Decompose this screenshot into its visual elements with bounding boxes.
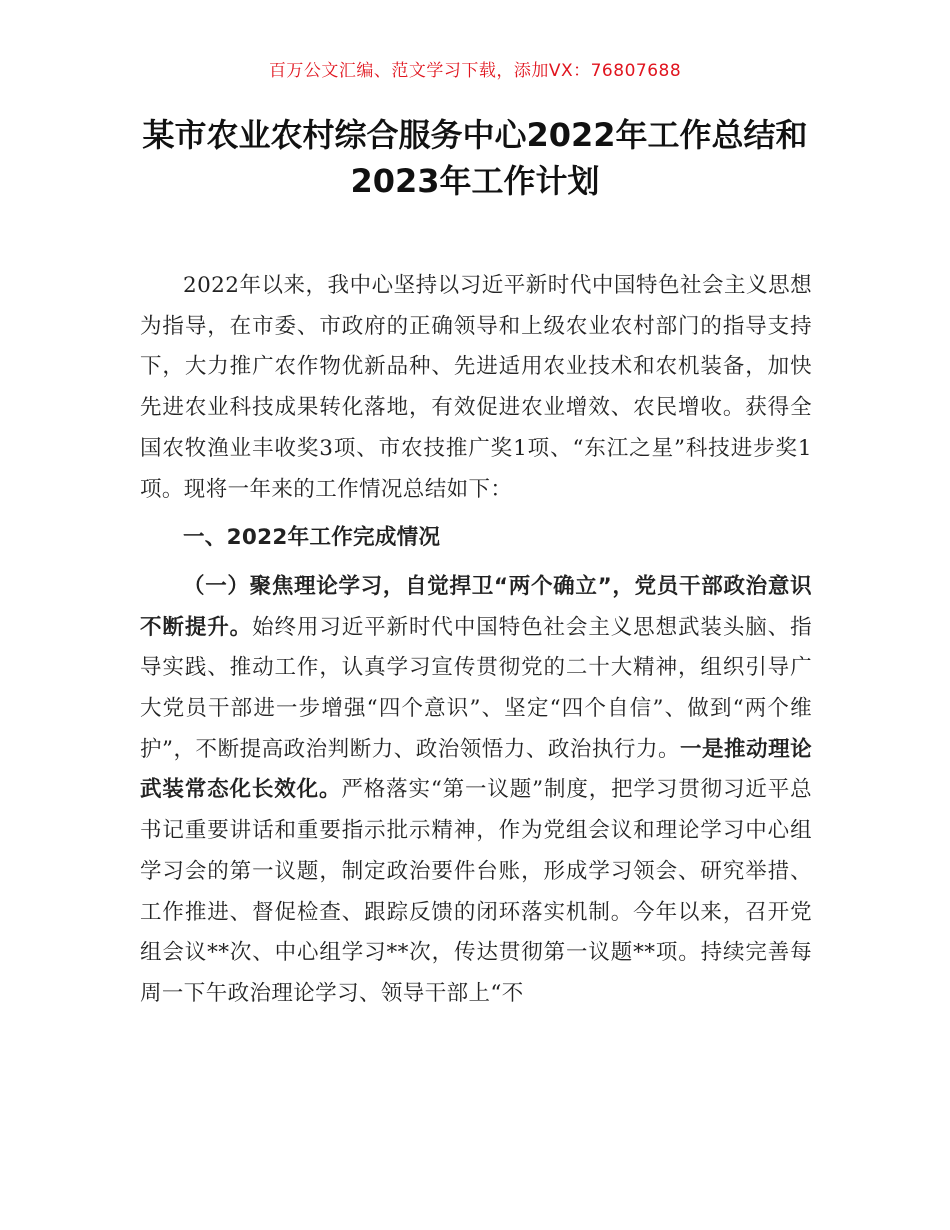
- intro-paragraph: 2022年以来，我中心坚持以习近平新时代中国特色社会主义思想为指导，在市委、市政府的正确领导和上级农业农村部门的指导支持下，大力推广农作物优新品种、先进适用农业技术和农机装备，加快先进农业科技成果转化落地，有效促进农业增效、农民增收。获得全国农牧渔业丰收奖3项、市农技推广奖1项、“东江之星”科技进步奖1项。现将一年来的工作情况总结如下：: [140, 273, 812, 502]
- point-text: 严格落实“第一议题”制度，把学习贯彻习近平总书记重要讲话和重要指示批示精神，作为党组会议和理论学习中心组学习会的第一议题，制定政治要件台账，形成学习领会、研究举措、工作推进、督促检查、跟踪反馈的闭环落实机制。今年以来，召开党组会议**次、中心组学习**次，传达贯彻第一议题**项。持续完善每周一下午政治理论学习、领导干部上“不: [140, 777, 812, 1006]
- section-heading: 一、2022年工作完成情况: [183, 525, 441, 551]
- point-title: 一是推动理论武装常态化长效化。: [140, 736, 812, 803]
- document-title: 某市农业农村综合服务中心2022年工作总结和2023年工作计划: [142, 116, 808, 200]
- document-body: [140, 266, 812, 1015]
- subsection-paragraph: [140, 567, 812, 1015]
- subsection-title: （一）聚焦理论学习，自觉捍卫“两个确立”，党员干部政治意识不断提升。: [140, 573, 812, 640]
- watermark-banner: 百万公文汇编、范文学习下载，添加VX：76807688: [268, 61, 682, 81]
- subsection-text: 始终用习近平新时代中国特色社会主义思想武装头脑、指导实践、推动工作，认真学习宣传贯彻党的二十大精神，组织引导广大党员干部进一步增强“四个意识”、坚定“四个自信”、做到“两个维护”，不断提高政治判断力、政治领悟力、政治执行力。: [140, 614, 812, 762]
